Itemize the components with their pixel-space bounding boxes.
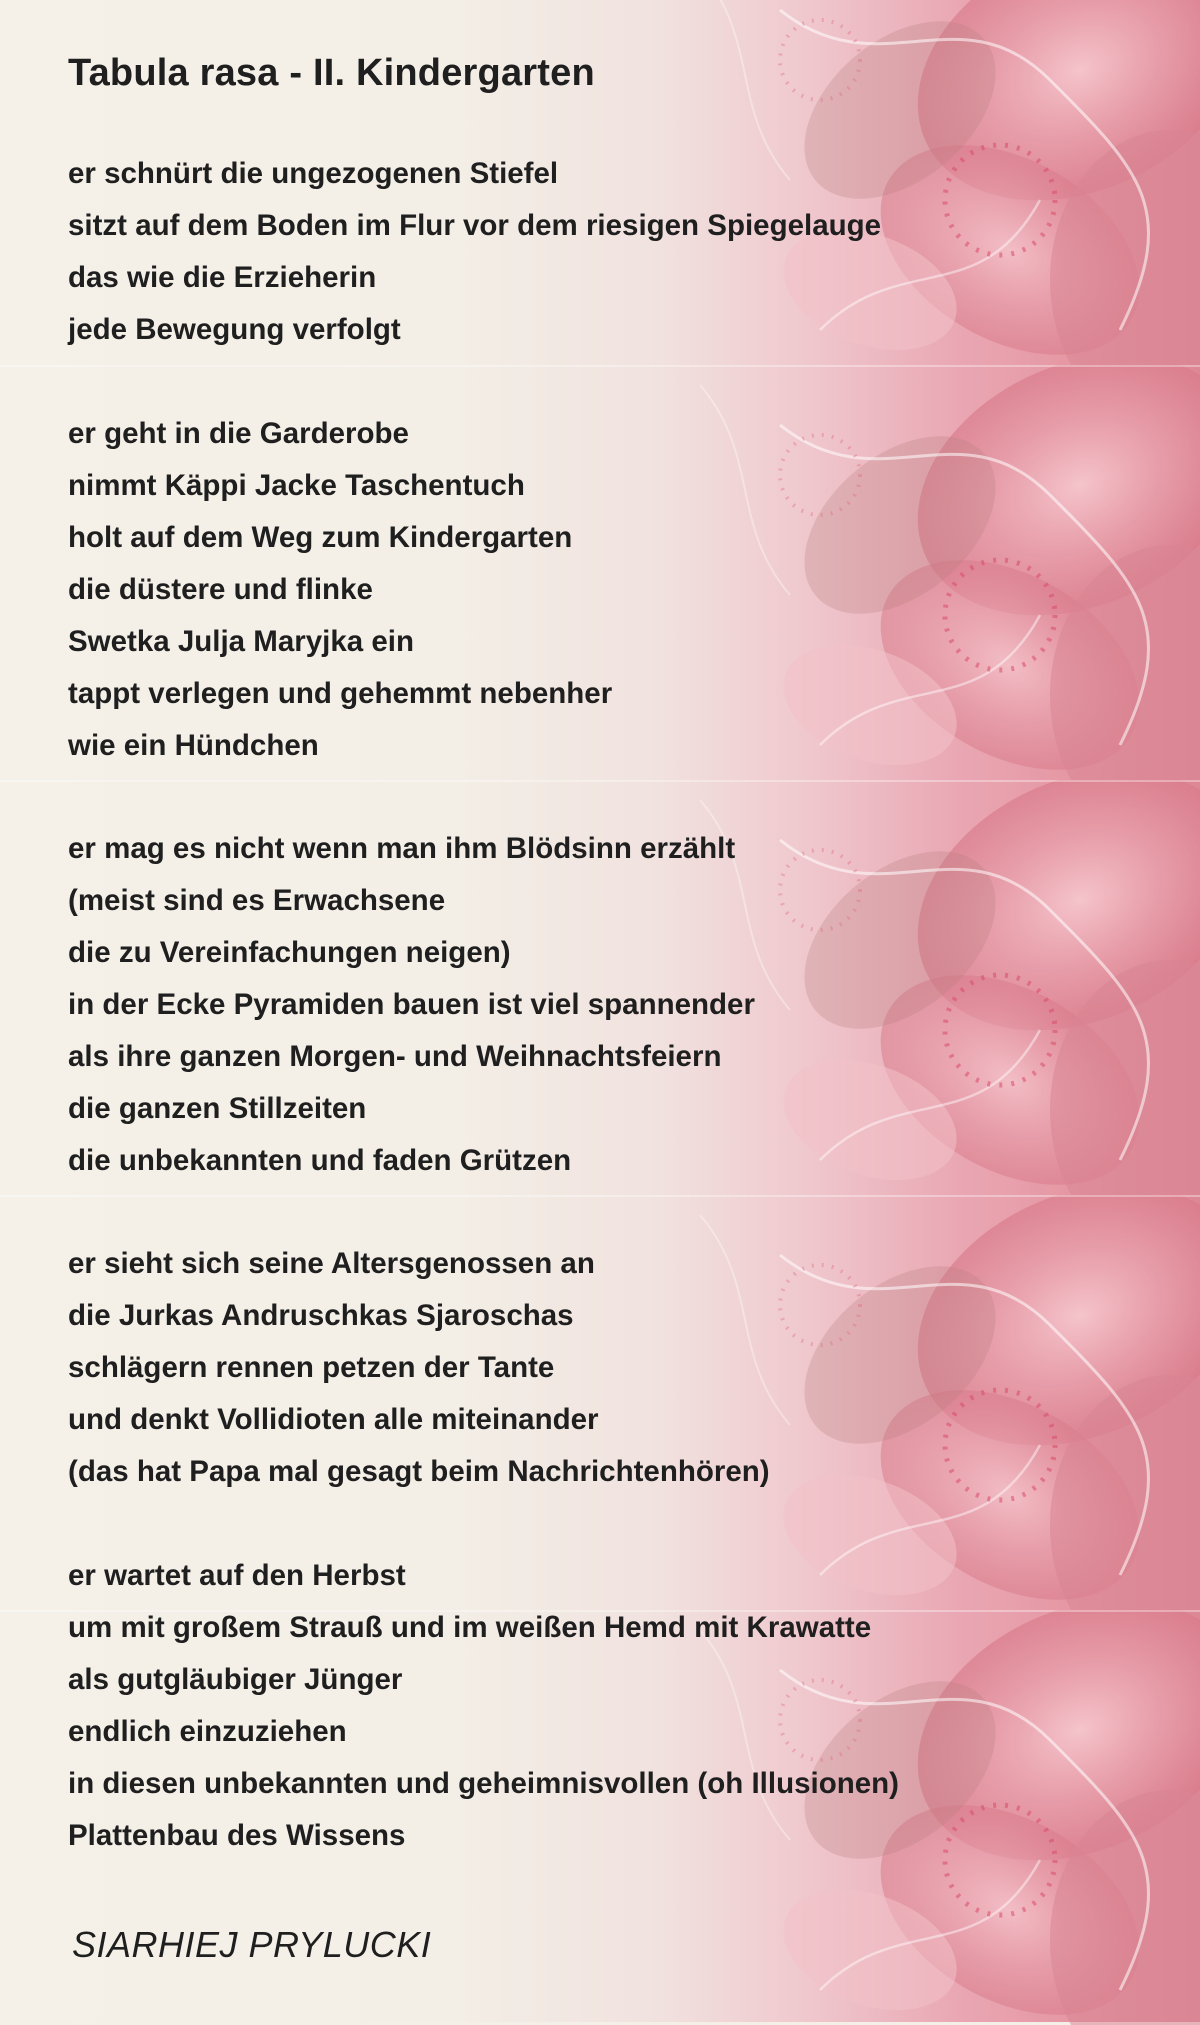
poem-line: nimmt Käppi Jacke Taschentuch — [68, 469, 525, 502]
poem-line: tappt verlegen und gehemmt nebenher — [68, 677, 613, 710]
poem-line: (meist sind es Erwachsene — [68, 884, 446, 917]
stanza — [68, 1550, 899, 1862]
stanza — [68, 823, 755, 1187]
poem-line: Swetka Julja Maryjka ein — [68, 625, 414, 658]
poem-line: um mit großem Strauß und im weißen Hemd mit Krawatte — [68, 1611, 872, 1644]
poem-line: holt auf dem Weg zum Kindergarten — [68, 521, 573, 554]
poem-title: Tabula rasa - II. Kindergarten — [68, 52, 595, 94]
poem-line: jede Bewegung verfolgt — [68, 313, 401, 346]
poem-line: in der Ecke Pyramiden bauen ist viel spannender — [68, 988, 755, 1021]
poem-line: er geht in die Garderobe — [68, 417, 409, 450]
poem-line: die düstere und flinke — [68, 573, 373, 606]
poem-author: SIARHIEJ PRYLUCKI — [72, 1924, 432, 1965]
stanza — [68, 148, 881, 356]
poem-line: er wartet auf den Herbst — [68, 1559, 406, 1592]
poem-line: er mag es nicht wenn man ihm Blödsinn erzählt — [68, 832, 736, 865]
stanza — [68, 408, 612, 772]
poem-line: Plattenbau des Wissens — [68, 1819, 406, 1852]
poem-line: er sieht sich seine Altersgenossen an — [68, 1247, 595, 1280]
poem-line: die Jurkas Andruschkas Sjaroschas — [68, 1299, 574, 1332]
poem-line: die zu Vereinfachungen neigen) — [68, 936, 511, 969]
poem-line: als ihre ganzen Morgen- und Weihnachtsfeiern — [68, 1040, 722, 1073]
poem-line: als gutgläubiger Jünger — [68, 1663, 403, 1696]
poem-line: das wie die Erzieherin — [68, 261, 377, 294]
poem-line: (das hat Papa mal gesagt beim Nachrichtenhören) — [68, 1455, 770, 1488]
poem-line: er schnürt die ungezogenen Stiefel — [68, 157, 559, 190]
poem-line: die ganzen Stillzeiten — [68, 1092, 367, 1125]
stanza — [68, 1238, 770, 1498]
poem-line: und denkt Vollidioten alle miteinander — [68, 1403, 599, 1436]
poem-line: in diesen unbekannten und geheimnisvollen (oh Illusionen) — [68, 1767, 899, 1800]
poem-line: die unbekannten und faden Grützen — [68, 1144, 572, 1177]
band-separator — [0, 365, 1200, 367]
band-separator — [0, 1195, 1200, 1197]
poem-line: endlich einzuziehen — [68, 1715, 347, 1748]
band-separator — [0, 780, 1200, 782]
poem-line: wie ein Hündchen — [68, 729, 319, 762]
poem-line: schlägern rennen petzen der Tante — [68, 1351, 555, 1384]
poem-line: sitzt auf dem Boden im Flur vor dem riesigen Spiegelauge — [68, 209, 882, 242]
